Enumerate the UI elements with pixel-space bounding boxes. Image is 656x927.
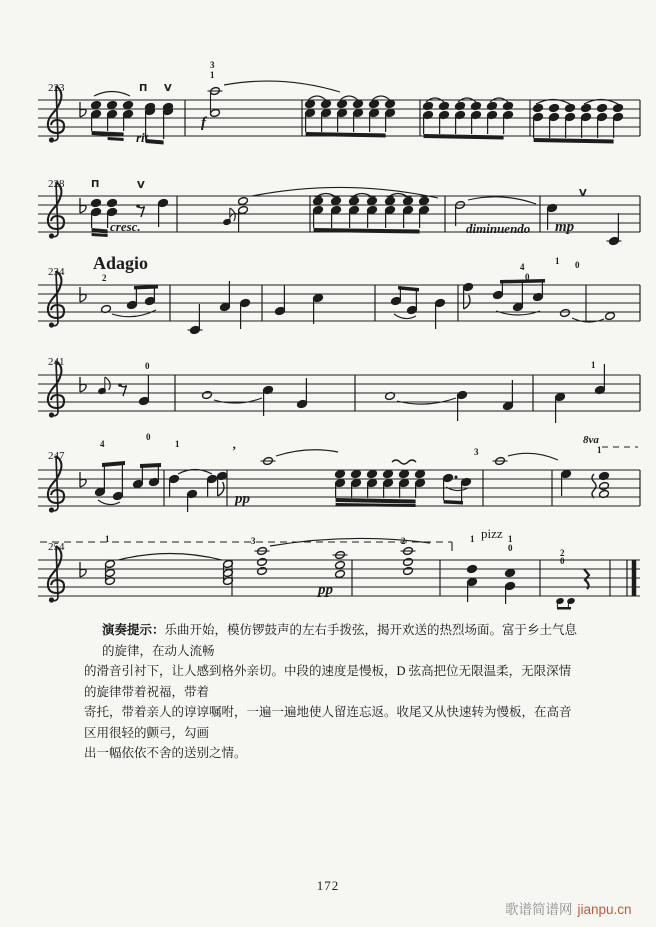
up-bow-icon: V xyxy=(579,188,587,199)
fingering: 3 xyxy=(251,536,256,546)
measure-number-241: 241 xyxy=(48,356,65,368)
fingering: 1 xyxy=(470,534,475,544)
tips-label: 演奏提示： xyxy=(102,623,165,637)
expression-cresc: cresc. xyxy=(110,219,141,234)
fingering: 1 xyxy=(597,445,602,455)
watermark xyxy=(505,898,632,918)
tips-line: 的滑音引衬下，让人感到格外亲切。中段的速度是慢板，D 弦高把位无限温柔，无限深情的旋律带着祝福，带着 xyxy=(84,664,572,699)
fingering: 4 xyxy=(520,262,525,272)
page-number: 172 xyxy=(316,878,340,893)
up-bow-icon: V xyxy=(164,83,172,94)
fingering: 1 xyxy=(555,256,560,266)
measure-number-223: 223 xyxy=(48,82,65,94)
performance-tips xyxy=(84,620,580,764)
measure-number-247: 247 xyxy=(48,450,65,462)
fingering: 3 xyxy=(210,60,215,70)
down-bow-icon: Π xyxy=(139,83,148,94)
fingering: 0 xyxy=(560,556,565,566)
expression-rit: rit. xyxy=(136,130,152,145)
pizzicato-mark: pizz xyxy=(481,526,503,541)
fingering: 2 xyxy=(401,536,406,546)
fingering: 1 xyxy=(210,70,215,80)
measure-number-228: 228 xyxy=(48,178,65,190)
fingering: 0 xyxy=(145,361,150,371)
fingering: 0 xyxy=(146,432,151,442)
fingering: 0 xyxy=(508,543,513,553)
expression-diminuendo: diminuendo xyxy=(466,221,531,236)
watermark-domain-link[interactable]: jianpu.cn xyxy=(577,902,632,917)
watermark-site-name: 歌谱简谱网 xyxy=(505,902,573,917)
fingering: 3 xyxy=(474,447,479,457)
measure-number-234: 234 xyxy=(48,266,65,278)
tips-text: 乐曲开始，模仿锣鼓声的左右手拨弦，揭开欢送的热烈场面。富于乡土气息的旋律，在动人流畅 xyxy=(102,623,578,658)
down-bow-icon: Π xyxy=(91,179,100,190)
fingering: 1 xyxy=(175,439,180,449)
octave-mark-8va: 8va xyxy=(583,434,599,446)
breath-mark: ’ xyxy=(232,443,237,458)
fingering: 2 xyxy=(560,548,565,558)
fingering: 2 xyxy=(102,273,107,283)
fingering: 1 xyxy=(105,534,110,544)
fingering: 1 xyxy=(508,534,513,544)
tips-line: 寄托，带着亲人的谆谆嘱咐，一遍一遍地使人留连忘返。收尾又从快速转为慢板，在高音区用很轻的颤弓，勾画 xyxy=(84,705,572,740)
dynamic-f: f xyxy=(201,115,206,131)
tips-line: 出一幅依依不舍的送别之情。 xyxy=(84,746,247,760)
dynamic-pp: pp xyxy=(235,491,250,507)
tempo-adagio: Adagio xyxy=(93,253,149,273)
dynamic-pp: pp xyxy=(318,582,333,598)
measure-number-254: 254 xyxy=(48,541,65,553)
fingering: 0 xyxy=(575,260,580,270)
dynamic-mp: mp xyxy=(555,219,575,235)
up-bow-icon: V xyxy=(137,180,145,191)
fingering: 4 xyxy=(100,439,105,449)
fingering: 0 xyxy=(525,272,530,282)
fingering: 1 xyxy=(591,360,596,370)
tips-line xyxy=(84,620,580,661)
